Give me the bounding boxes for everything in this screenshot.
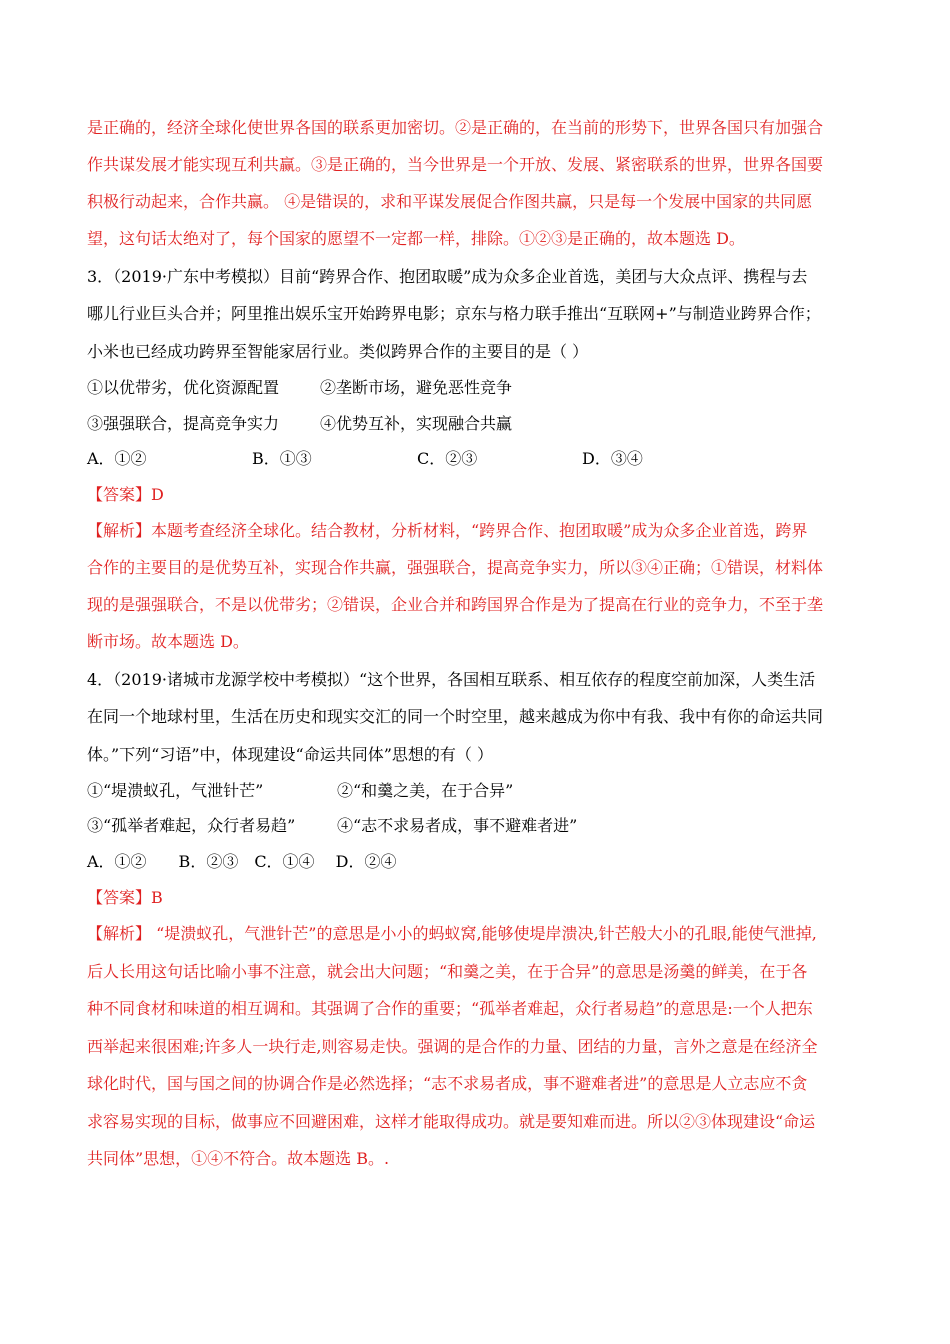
q4-explanation-line: 西举起来很困难;许多人一块行走,则容易走快。强调的是合作的力量、团结的力量，言外之意是在经济全 (87, 1037, 818, 1056)
q3-items-row-2 (87, 413, 887, 435)
q3-explanation-line: 现的是强强联合，不是以优带劣；②错误，企业合并和跨国界合作是为了提高在行业的竞争力，不至于垄 (87, 595, 824, 614)
prev-explanation-line: 是正确的，经济全球化使世界各国的联系更加密切。②是正确的，在当前的形势下，世界各国只有加强合 (87, 118, 824, 137)
q4-stem-line: 体。”下列“习语”中，体现建设“命运共同体”思想的有（ ） (87, 745, 493, 764)
q4-item-4: ④“志不求易者成，事不避难者进” (337, 816, 578, 835)
prev-explanation-line: 作共谋发展才能实现互利共赢。③是正确的，当今世界是一个开放、发展、紧密联系的世界，世界各国要 (87, 155, 824, 174)
q4-item-2: ②“和羹之美，在于合异” (337, 781, 514, 800)
q3-option-b: B．①③ (252, 449, 312, 468)
prev-explanation-line: 望，这句话太绝对了，每个国家的愿望不一定都一样，排除。①②③是正确的，故本题选 D。 (87, 229, 745, 248)
q3-items-row-1 (87, 377, 887, 399)
prev-explanation-line: 积极行动起来，合作共赢。 ④是错误的，求和平谋发展促合作图共赢，只是每一个发展中国家的共同愿 (87, 192, 813, 211)
q4-item-3: ③“孤举者难起，众行者易趋” (87, 816, 296, 835)
q4-explanation-line: 种不同食材和味道的相互调和。其强调了合作的重要；“孤举者难起，众行者易趋”的意思是:一个人把东 (87, 999, 813, 1018)
q4-items-row-1 (87, 780, 887, 802)
q3-options (87, 448, 887, 470)
q3-stem-line: 小米也已经成功跨界至智能家居行业。类似跨界合作的主要目的是（ ） (87, 342, 589, 361)
q4-options: A．①② B．②③ C．①④ D．②④ (87, 852, 397, 871)
q4-stem-line: 在同一个地球村里，生活在历史和现实交汇的同一个时空里，越来越成为你中有我、我中有你的命运共同 (87, 707, 824, 726)
q4-explanation-line: 共同体”思想，①④不符合。故本题选 B。. (87, 1149, 390, 1168)
q3-option-d: D．③④ (582, 449, 643, 468)
q4-explanation-line: 后人长用这句话比喻小事不注意，就会出大问题；“和羹之美，在于合异”的意思是汤羹的鲜美，在于各 (87, 962, 808, 981)
q3-answer: 【答案】D (87, 485, 164, 504)
q3-item-4: ④优势互补，实现融合共赢 (320, 414, 513, 433)
q4-stem-line: 4．（2019·诸城市龙源学校中考模拟）“这个世界，各国相互联系、相互依存的程度空前加深，人类生活 (87, 670, 816, 689)
q4-explanation-line: 球化时代，国与国之间的协调合作是必然选择；“志不求易者成，事不避难者进”的意思是人立志应不贪 (87, 1074, 808, 1093)
q3-item-2: ②垄断市场，避免恶性竞争 (320, 378, 513, 397)
q4-answer: 【答案】B (87, 888, 163, 907)
q3-item-3: ③强强联合，提高竞争实力 (87, 414, 280, 433)
q3-stem-line: 哪儿行业巨头合并；阿里推出娱乐宝开始跨界电影；京东与格力联手推出“互联网+”与制造业跨界合作； (87, 304, 821, 323)
q3-option-c: C．②③ (417, 449, 478, 468)
q3-explanation-line: 合作的主要目的是优势互补，实现合作共赢，强强联合，提高竞争实力，所以③④正确；①错误，材料体 (87, 558, 824, 577)
q3-stem-line: 3．（2019·广东中考模拟）目前“跨界合作、抱团取暖”成为众多企业首选，美团与大众点评、携程与去 (87, 267, 808, 286)
q4-explanation-line: 【解析】 “堤溃蚁孔，气泄针芒”的意思是小小的蚂蚁窝,能够使堤岸溃决,针芒般大小的孔眼,能使气泄掉, (87, 924, 817, 943)
q4-explanation-line: 求容易实现的目标，做事应不回避困难，这样才能取得成功。就是要知难而进。所以②③体现建设“命运 (87, 1112, 816, 1131)
q4-item-1: ①“堤溃蚁孔，气泄针芒” (87, 781, 264, 800)
q3-explanation-line: 断市场。故本题选 D。 (87, 632, 249, 651)
q3-explanation-line: 【解析】本题考查经济全球化。结合教材，分析材料，“跨界合作、抱团取暖”成为众多企业首选，跨界 (87, 521, 808, 540)
q3-item-1: ①以优带劣，优化资源配置 (87, 378, 280, 397)
q3-option-a: A．①② (87, 449, 147, 468)
q4-items-row-2 (87, 815, 887, 837)
